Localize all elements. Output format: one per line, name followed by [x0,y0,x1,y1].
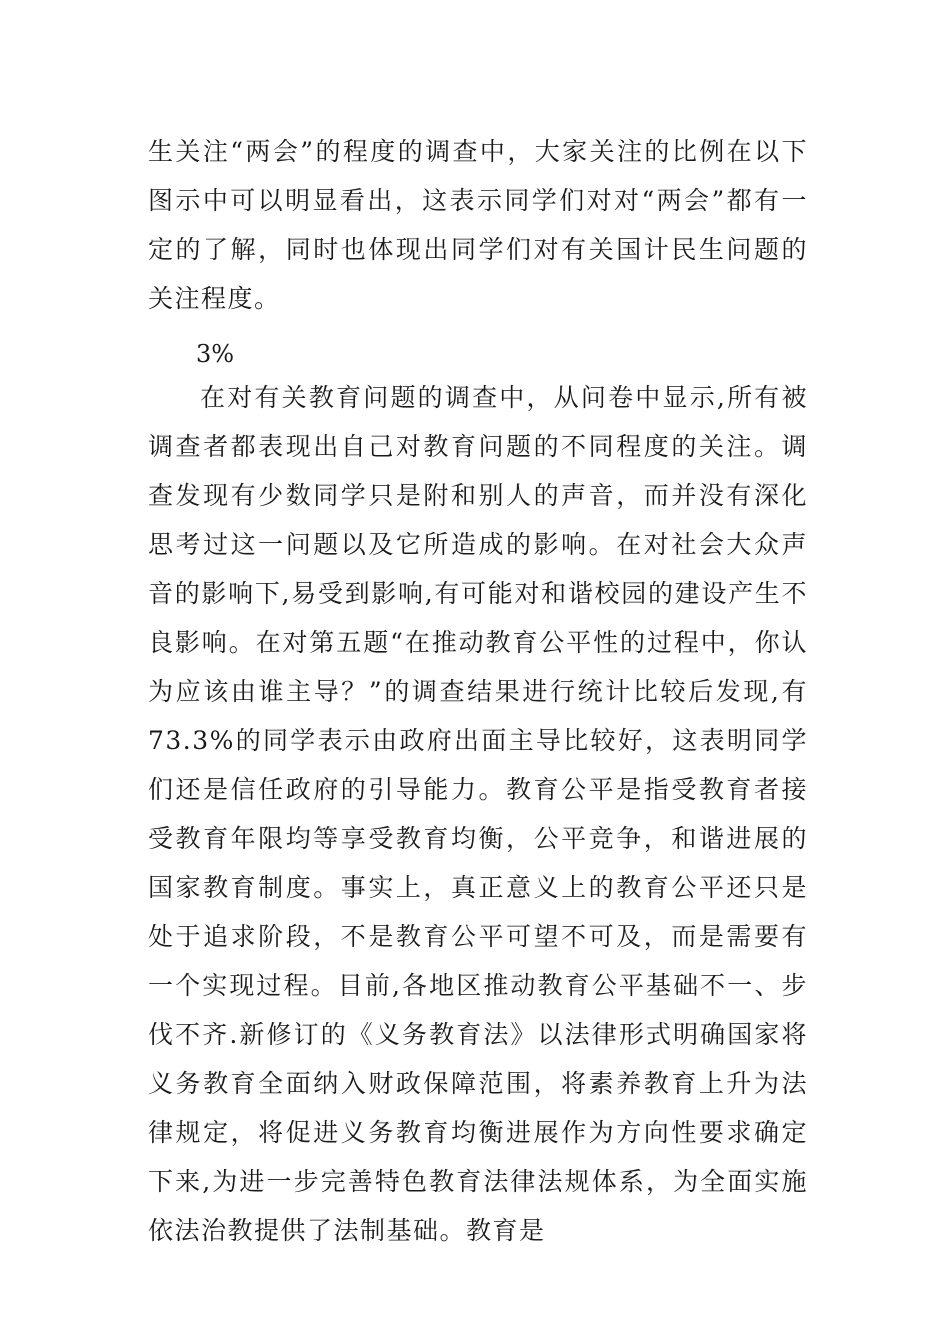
chart-residual-label: 3% [196,340,235,368]
paragraph-education: 在对有关教育问题的调查中，从问卷中显示,所有被调查者都表现出自己对教育问题的不同程度的关注。调查发现有少数同学只是附和别人的声音，而并没有深化思考过这一问题以及它所造成的影响。在对社会大众声音的影响下,易受到影响,有可能对和谐校园的建设产生不良影响。在对第五题“在推动教育公平性的过程中，你认为应该由谁主导？”的调查结果进行统计比较后发现,有73.3%的同学表示由政府出面主导比较好，这表明同学们还是信任政府的引导能力。教育公平是指受教育者接受教育年限均等享受教育均衡，公平竞争，和谐进展的国家教育制度。事实上，真正意义上的教育公平还只是处于追求阶段，不是教育公平可望不可及，而是需要有一个实现过程。目前,各地区推动教育公平基础不一、步伐不齐.新修订的《义务教育法》以法律形式明确国家将义务教育全面纳入财政保障范围，将素养教育上升为法律规定，将促进义务教育均衡进展作为方向性要求确定下来,为进一步完善特色教育法律法规体系，为全面实施依法治教提供了法制基础。教育是 [148,383,808,1245]
paragraph-continuation: 生关注“两会”的程度的调查中，大家关注的比例在以下图示中可以明显看出，这表示同学们对对“两会”都有一定的了解，同时也体现出同学们对有关国计民生问题的关注程度。 [148,137,808,313]
